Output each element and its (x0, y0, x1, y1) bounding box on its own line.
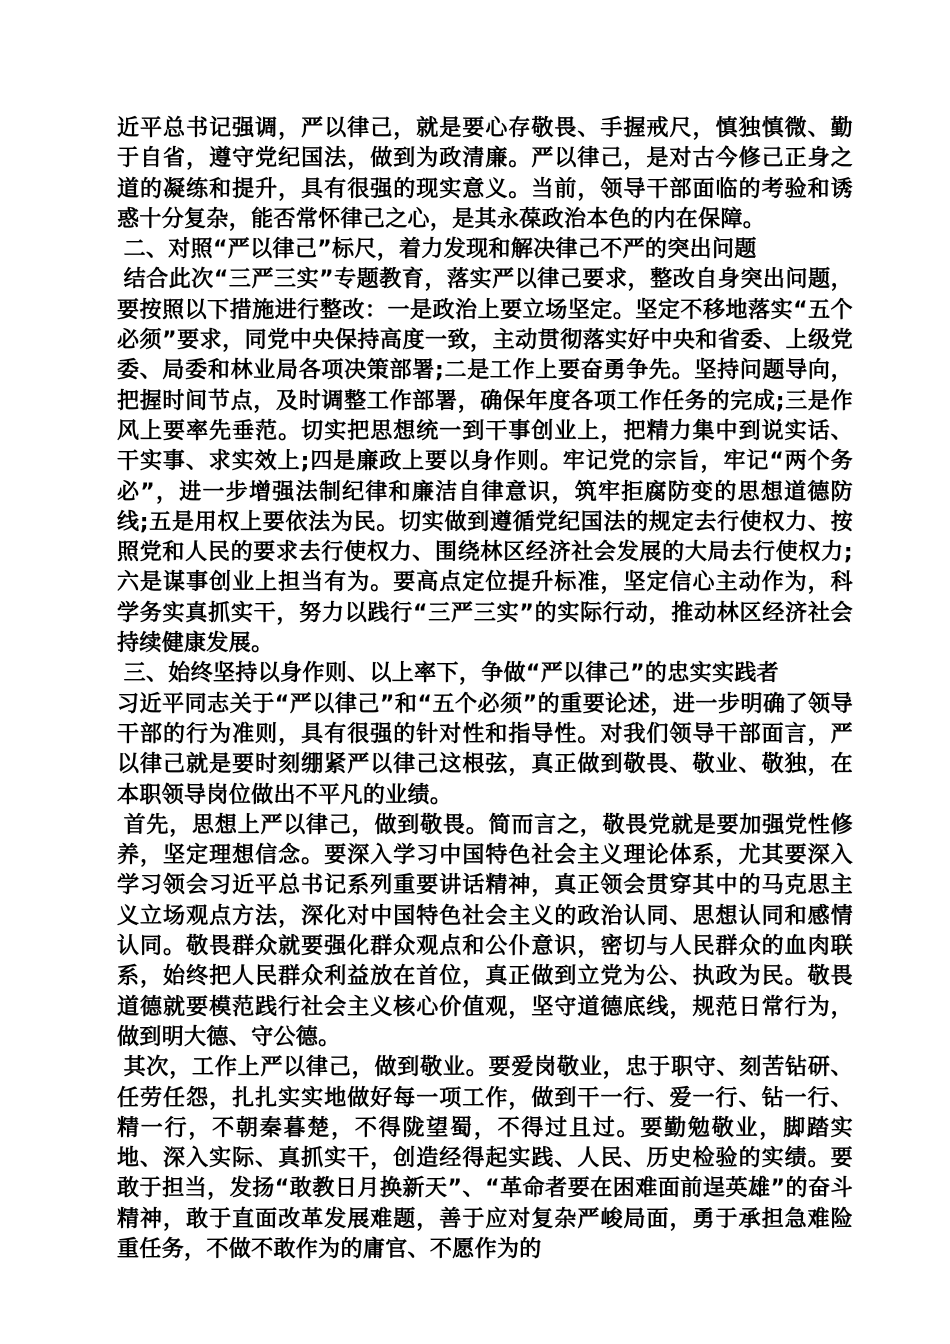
paragraph-rectification-measures: 结合此次“三严三实”专题教育，落实严以律己要求，整改自身突出问题，要按照以下措施进行整改：一是政治上要立场坚定。坚定不移地落实“五个必须”要求，同党中央保持高度一致，主动贯彻落实好中央和省委、上级党委、局委和林业局各项决策部署;二是工作上要奋勇争先。坚持问题导向，把握时间节点，及时调整工作部署，确保年度各项工作任务的完成;三是作风上要率先垂范。切实把思想统一到干事创业上，把精力集中到说实话、干实事、求实效上;四是廉政上要以身作则。牢记党的宗旨，牢记“两个务必”，进一步增强法制纪律和廉洁自律意识，筑牢拒腐防变的思想道德防线;五是用权上要依法为民。切实做到遵循党纪国法的规定去行使权力、按照党和人民的要求去行使权力、围绕林区经济社会发展的大局去行使权力;六是谋事创业上担当有为。要高点定位提升标准，坚定信心主动作为，科学务实真抓实干，努力以践行“三严三实”的实际行动，推动林区经济社会持续健康发展。 (117, 267, 853, 657)
document-body (117, 114, 853, 1265)
paragraph-second-work: 其次，工作上严以律己，做到敬业。要爱岗敬业，忠于职守、刻苦钻研、任劳任怨，扎扎实实地做好每一项工作，做到干一行、爱一行、钻一行、精一行，不朝秦暮楚，不得陇望蜀，不得过且过。要勤勉敬业，脚踏实地、深入实际、真抓实干，创造经得起实践、人民、历史检验的实绩。要敢于担当，发扬“敢教日月换新天”、“革命者要在困难面前逞英雄”的奋斗精神，敢于直面改革发展难题，善于应对复杂严峻局面，勇于承担急难险重任务，不做不敢作为的庸官、不愿作为的 (117, 1055, 853, 1262)
paragraph-xi-remarks: 习近平同志关于“严以律己”和“五个必须”的重要论述，进一步明确了领导干部的行为准则，具有很强的针对性和指导性。对我们领导干部面言，严以律己就是要时刻绷紧严以律己这根弦，真正做到敬畏、敬业、敬独，在本职领导岗位做出不平凡的业绩。 (117, 691, 853, 808)
section-heading-3: 三、始终坚持以身作则、以上率下，争做“严以律己”的忠实实践者 (123, 661, 780, 687)
paragraph-intro: 近平总书记强调，严以律己，就是要心存敬畏、手握戒尺，慎独慎微、勤于自省，遵守党纪国法，做到为政清廉。严以律己，是对古今修己正身之道的凝练和提升，具有很强的现实意义。当前，领导干部面临的考验和诱惑十分复杂，能否常怀律己之心，是其永葆政治本色的内在保障。 (117, 116, 853, 232)
section-heading-2: 二、对照“严以律己”标尺，着力发现和解决律己不严的突出问题 (123, 237, 757, 263)
paragraph-first-ideology: 首先，思想上严以律己，做到敬畏。简而言之，敬畏党就是要加强党性修养，坚定理想信念。要深入学习中国特色社会主义理论体系，尤其要深入学习领会习近平总书记系列重要讲话精神，真正领会贯穿其中的马克思主义立场观点方法，深化对中国特色社会主义的政治认同、思想认同和感情认同。敬畏群众就要强化群众观点和公仆意识，密切与人民群众的血肉联系，始终把人民群众利益放在首位，真正做到立党为公、执政为民。敬畏道德就要模范践行社会主义核心价值观，坚守道德底线，规范日常行为，做到明大德、守公德。 (117, 812, 853, 1050)
